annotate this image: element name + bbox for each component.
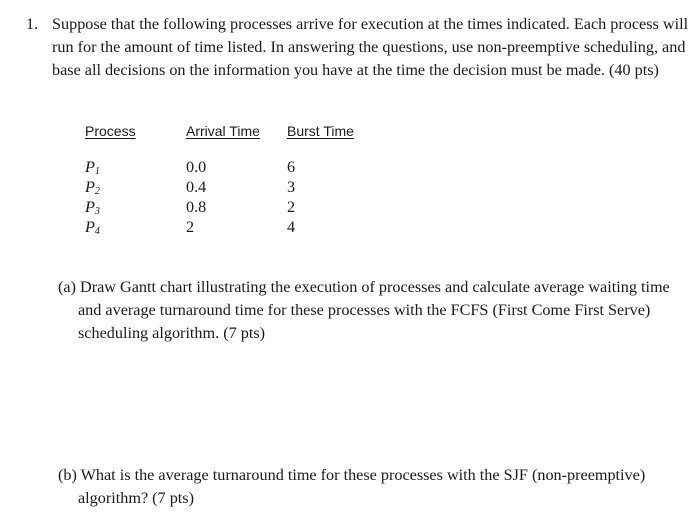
process-cell: $P_4$ — [85, 218, 100, 237]
burst-cell: 6 — [287, 158, 296, 176]
process-cell: $P_1$ — [85, 158, 100, 177]
question-text: Suppose that the following processes arrive for execution at the times indicated. Each process will run for the amount of time listed. In answering the questions, use non-preemptive scheduling, and base all decisions on the information you have at the time the decision must be made. (40 pts) — [52, 15, 689, 79]
arrival-cell: 2 — [186, 218, 195, 236]
process-cell: $P_2$ — [85, 178, 100, 197]
process-column — [85, 157, 100, 237]
part-a — [58, 276, 678, 345]
arrival-cell: 0.8 — [186, 198, 207, 216]
process-cell: $P_3$ — [85, 198, 100, 217]
header-burst-time: Burst Time — [287, 123, 354, 139]
part-b-text: (b) What is the average turnaround time for these processes with the SJF (non-preemptive) algorithm? (7 pts) — [58, 466, 646, 507]
burst-cell: 4 — [287, 218, 296, 236]
part-b — [58, 464, 678, 510]
arrival-column — [186, 157, 206, 237]
arrival-cell: 0.4 — [186, 178, 207, 196]
arrival-cell: 0.0 — [186, 158, 207, 176]
burst-cell: 2 — [287, 198, 296, 216]
question-number: 1. — [26, 15, 39, 33]
header-arrival-time: Arrival Time — [186, 123, 260, 139]
part-a-text: (a) Draw Gantt chart illustrating the execution of processes and calculate average waiting time and average turnaround time for these processes with the FCFS (First Come First Serve) scheduling algorithm. (7 pts) — [58, 278, 670, 342]
burst-cell: 3 — [287, 178, 296, 196]
header-process: Process — [85, 123, 136, 139]
burst-column — [287, 157, 295, 237]
